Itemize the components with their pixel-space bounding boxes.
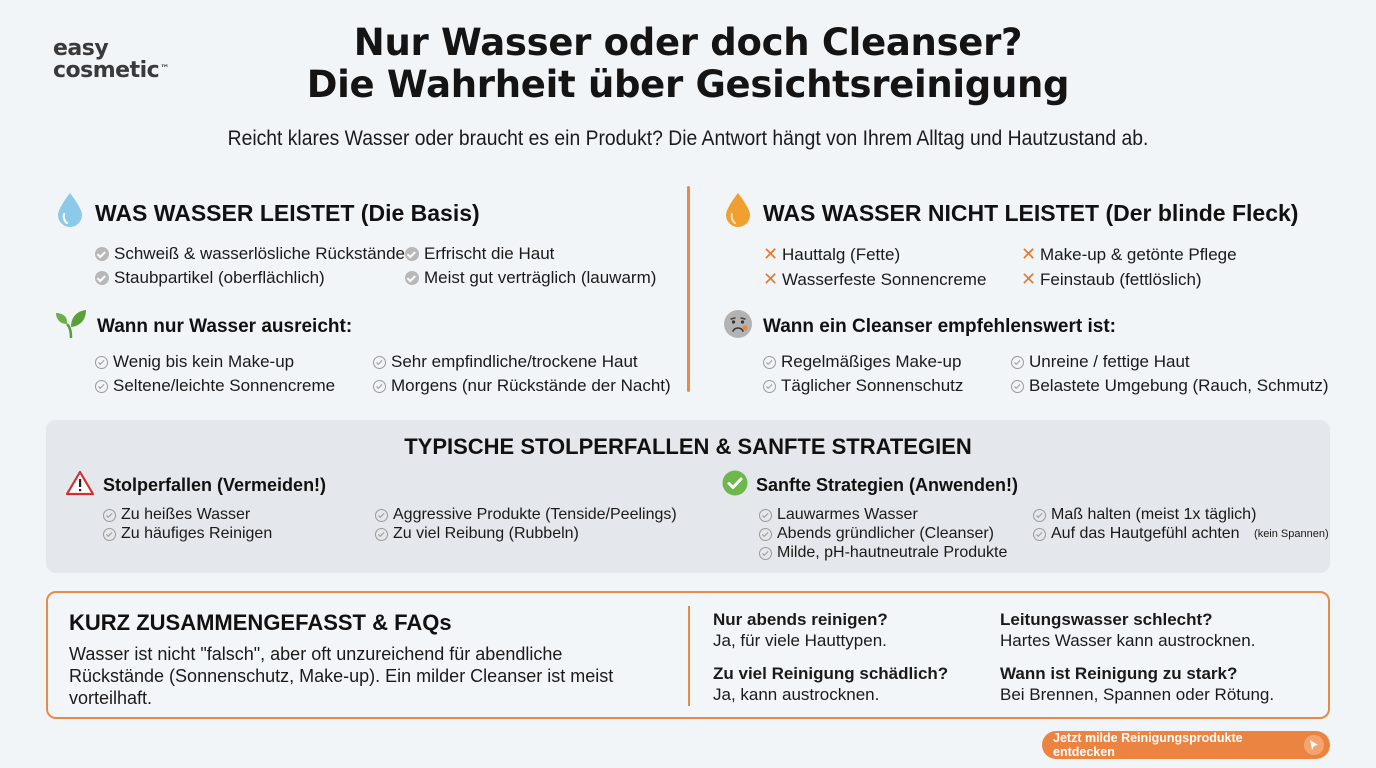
- cta-label: Jetzt milde Reinigungsprodukte entdecken: [1053, 731, 1243, 759]
- list-item: ✕ Make-up & getönte Pflege: [1021, 244, 1237, 264]
- water-limits-title: WAS WASSER NICHT LEISTET (Der blinde Fleck): [763, 199, 1299, 226]
- column-divider: [687, 186, 690, 392]
- cursor-arrow-icon: [1304, 735, 1324, 755]
- list-item: Schweiß & wasserlösliche Rückstände: [95, 244, 395, 264]
- faq-answer: Hartes Wasser kann austrocknen.: [1000, 631, 1256, 650]
- summary-divider: [688, 606, 690, 706]
- water-benefits-section: [55, 192, 675, 288]
- warning-triangle-icon: [65, 470, 95, 501]
- list-item: Aggressive Produkte (Tenside/Peelings): [375, 506, 715, 524]
- list-item: ✕ Hauttalg (Fette): [763, 244, 901, 264]
- list-item: Belastete Umgebung (Rauch, Schmutz): [1011, 376, 1343, 396]
- pitfalls-avoid-list: [103, 506, 715, 543]
- water-sufficient-section: [55, 309, 675, 396]
- list-item: Erfrischt die Haut: [405, 244, 675, 264]
- list-item: Regelmäßiges Make-up: [763, 352, 1001, 372]
- pitfalls-avoid-section: [65, 470, 715, 543]
- faq-question: Zu viel Reinigung schädlich?: [713, 664, 949, 683]
- check-circle-icon: [373, 356, 386, 369]
- faq-question: Nur abends reinigen?: [713, 610, 888, 629]
- x-mark-icon: ✕: [1021, 244, 1037, 264]
- check-circle-icon: [103, 528, 116, 541]
- check-circle-icon: [95, 356, 108, 369]
- list-item: Unreine / fettige Haut: [1011, 352, 1343, 372]
- title-line-1: Nur Wasser oder doch Cleanser?: [353, 21, 1023, 64]
- faq-item: [713, 609, 888, 651]
- water-benefits-list: [95, 244, 675, 288]
- list-item: Morgens (nur Rückstände der Nacht): [373, 376, 675, 396]
- summary-text: Wasser ist nicht "falsch", aber oft unzureichend für abendliche Rückstände (Sonnenschutz, Make-up). Ein milder Cleanser ist meist vorteilhaft.: [69, 644, 614, 708]
- brand-line-1: easy: [53, 36, 109, 61]
- gentle-strategies-title: Sanfte Strategien (Anwenden!): [756, 475, 1019, 495]
- list-item: Wenig bis kein Make-up: [95, 352, 363, 372]
- list-item: Staubpartikel (oberflächlich): [95, 268, 395, 288]
- list-item: Zu häufiges Reinigen: [103, 525, 365, 543]
- water-benefits-title: WAS WASSER LEISTET (Die Basis): [95, 199, 480, 226]
- list-item: Maß halten (meist 1x täglich): [1033, 506, 1332, 524]
- check-circle-icon: [1033, 509, 1046, 522]
- check-circle-icon: [375, 528, 388, 541]
- check-circle-icon: [95, 380, 108, 393]
- faq-item: [1000, 609, 1255, 651]
- faq-answer: Ja, für viele Hauttypen.: [713, 631, 887, 650]
- title-line-2: Die Wahrheit über Gesichtsreinigung: [306, 63, 1070, 106]
- list-item: Zu viel Reibung (Rubbeln): [375, 525, 715, 543]
- check-circle-icon: [1011, 356, 1024, 369]
- summary-title: KURZ ZUSAMMENGEFASST & FAQs: [69, 610, 452, 635]
- water-drop-icon: [55, 192, 85, 234]
- check-circle-icon: [1033, 528, 1046, 541]
- x-mark-icon: ✕: [763, 244, 779, 264]
- trademark-symbol: ™: [160, 64, 169, 74]
- list-item: Täglicher Sonnenschutz: [763, 376, 1001, 396]
- check-circle-icon: [759, 509, 772, 522]
- list-item: Lauwarmes Wasser: [759, 506, 1023, 524]
- gentle-strategies-heading: [722, 470, 1332, 501]
- item-note: (kein Spannen): [1254, 528, 1329, 540]
- pitfalls-avoid-heading: [65, 470, 715, 501]
- page-title: [0, 22, 1376, 106]
- oil-drop-icon: [723, 192, 753, 234]
- cleanser-recommended-heading: [723, 309, 1343, 345]
- faq-item: [1000, 663, 1274, 705]
- faq-question: Wann ist Reinigung zu stark?: [1000, 664, 1238, 683]
- check-dot-icon: [405, 271, 419, 285]
- check-circle-icon: [763, 380, 776, 393]
- discover-products-button[interactable]: [1042, 731, 1330, 759]
- list-item: ✕ Feinstaub (fettlöslich): [1021, 269, 1202, 289]
- check-dot-icon: [95, 271, 109, 285]
- gentle-strategies-list: [759, 506, 1332, 562]
- list-item: ✕ Wasserfeste Sonnencreme: [763, 269, 987, 289]
- list-item: Seltene/leichte Sonnencreme: [95, 376, 363, 396]
- check-dot-icon: [95, 247, 109, 261]
- check-circle-icon: [759, 547, 772, 560]
- list-item: Milde, pH-hautneutrale Produkte: [759, 544, 1023, 562]
- leaf-icon: [55, 309, 87, 345]
- check-circle-icon: [103, 509, 116, 522]
- gentle-strategies-section: [722, 470, 1332, 562]
- cleanser-recommended-list: [763, 352, 1343, 396]
- list-item: Meist gut verträglich (lauwarm): [405, 268, 675, 288]
- list-item: Auf das Hautgefühl achten (kein Spannen): [1033, 525, 1332, 543]
- check-dot-icon: [405, 247, 419, 261]
- faq-item: [713, 663, 948, 705]
- page-subtitle: Reicht klares Wasser oder braucht es ein Produkt? Die Antwort hängt von Ihrem Alltag und Hautzustand ab.: [227, 127, 1149, 150]
- pitfalls-panel-title: TYPISCHE STOLPERFALLEN & SANFTE STRATEGIEN: [404, 434, 972, 459]
- water-limits-section: [723, 192, 1343, 290]
- list-item: Abends gründlicher (Cleanser): [759, 525, 1023, 543]
- cleanser-recommended-section: [723, 309, 1343, 396]
- water-sufficient-heading: [55, 309, 675, 345]
- pitfalls-strategies-panel: [46, 420, 1330, 573]
- pitfalls-avoid-title: Stolperfallen (Vermeiden!): [103, 475, 327, 495]
- water-limits-list: [763, 244, 1343, 290]
- water-sufficient-list: [95, 352, 675, 396]
- x-mark-icon: ✕: [763, 269, 779, 289]
- faq-answer: Bei Brennen, Spannen oder Rötung.: [1000, 685, 1275, 704]
- list-item: Sehr empfindliche/trockene Haut: [373, 352, 675, 372]
- faq-question: Leitungswasser schlecht?: [1000, 610, 1213, 629]
- check-circle-icon: [759, 528, 772, 541]
- cleanser-recommended-title: Wann ein Cleanser empfehlenswert ist:: [763, 316, 1116, 337]
- summary-faq-box: [46, 591, 1330, 719]
- check-circle-icon: [375, 509, 388, 522]
- check-circle-icon: [373, 380, 386, 393]
- water-sufficient-title: Wann nur Wasser ausreicht:: [97, 316, 353, 337]
- worried-face-icon: [723, 309, 753, 345]
- x-mark-icon: ✕: [1021, 269, 1037, 289]
- list-item: Zu heißes Wasser: [103, 506, 365, 524]
- brand-line-2: cosmetic: [53, 58, 160, 83]
- water-limits-heading: [723, 192, 1343, 234]
- check-circle-icon: [1011, 380, 1024, 393]
- check-circle-icon: [763, 356, 776, 369]
- faq-answer: Ja, kann austrocknen.: [713, 685, 880, 704]
- check-circle-green-icon: [722, 470, 748, 501]
- water-benefits-heading: [55, 192, 675, 234]
